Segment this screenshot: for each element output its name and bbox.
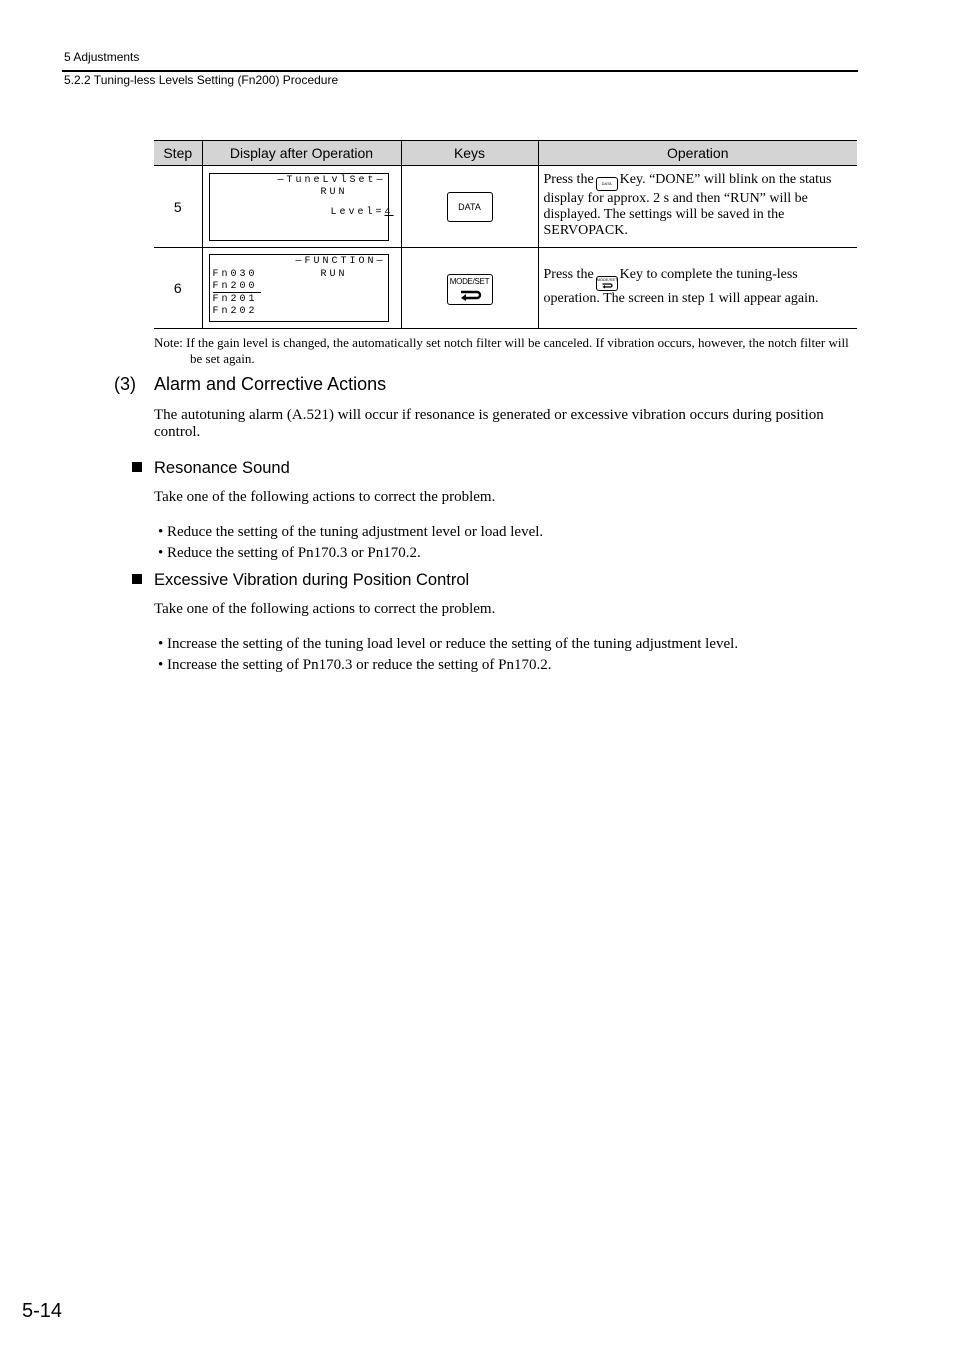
lcd-title: —TuneLvlSet— [277,174,386,186]
lcd-fn-line-selected: Fn200 [213,281,261,293]
lcd-fn-line: Fn202 [212,306,258,317]
section-heading [114,374,386,395]
section-intro: The autotuning alarm (A.521) will occur if resonance is generated or excessive vibration occurs during position control. [154,407,824,440]
header-chapter: 5 Adjustments [64,50,140,64]
mode-set-key-small-label: MODE/SET [596,277,618,282]
table-row [154,248,857,329]
lcd-status: RUN [320,187,348,198]
section-title: Alarm and Corrective Actions [154,374,387,394]
operation-prefix: Press the [543,172,594,187]
subheading-resonance [132,459,290,478]
lcd-level-label: Level= [330,206,385,218]
data-key-icon: DATA [447,192,493,222]
operation-cell [538,166,857,248]
table-row [154,166,857,248]
mode-set-key-icon [447,274,493,305]
lcd-display [209,173,394,241]
display-cell [202,166,401,248]
data-key-small-icon: DATA [596,177,618,191]
mode-set-key-label: MODE/SET [449,277,490,286]
operation-cell [538,248,857,329]
lcd-fn-line: Fn201 [212,293,258,305]
operation-text: Key. “DONE” will blink on the status display for approx. 2 s and then “RUN” will be displayed. The settings will be saved in the SERVOPACK. [543,172,832,238]
lcd-status: RUN [320,268,348,280]
enter-arrow-icon [457,288,483,302]
col-header-step: Step [154,141,202,166]
table-header-row [154,141,857,166]
list-item: • Increase the setting of the tuning load level or reduce the setting of the tuning adjustment level. [158,636,739,652]
subheading-text: Excessive Vibration during Position Control [154,571,470,589]
list-item: • Increase the setting of Pn170.3 or reduce the setting of Pn170.2. [158,657,552,673]
keys-cell [401,248,538,329]
page-number: 5-14 [22,1300,63,1322]
lcd-display [209,254,389,322]
lcd-title: —FUNCTION— [295,256,386,267]
list-item: • Reduce the setting of the tuning adjustment level or load level. [158,524,544,540]
square-bullet-icon [132,574,142,584]
header-section: 5.2.2 Tuning-less Levels Setting (Fn200) Procedure [64,73,339,87]
operation-text: Key to complete the tuning-less operation. The screen in step 1 will appear again. [543,267,819,306]
mode-set-key-small-icon [596,276,618,291]
lcd-fn-line: Fn030 [212,268,258,280]
col-header-display: Display after Operation [202,141,401,166]
list-item: • Reduce the setting of Pn170.3 or Pn170.2. [158,545,421,561]
step-number: 5 [154,166,202,248]
procedure-table [154,140,857,329]
subheading-vibration [132,571,469,590]
keys-cell [401,166,538,248]
subheading-text: Resonance Sound [154,459,290,477]
note-text: Note: If the gain level is changed, the automatically set notch filter will be canceled. If vibration occurs, however, the notch filter will be set again. [154,335,849,366]
col-header-operation: Operation [538,141,857,166]
operation-prefix: Press the [543,267,594,282]
vibration-intro: Take one of the following actions to correct the problem. [154,601,496,617]
lcd-level-value: 4 [384,206,394,218]
display-cell [202,248,401,329]
square-bullet-icon [132,462,142,472]
table-note [154,335,854,367]
enter-arrow-small-icon [600,282,614,289]
step-number: 6 [154,248,202,329]
section-number: (3) [114,374,136,394]
col-header-keys: Keys [401,141,538,166]
resonance-intro: Take one of the following actions to correct the problem. [154,489,496,505]
header-rule [62,70,858,72]
